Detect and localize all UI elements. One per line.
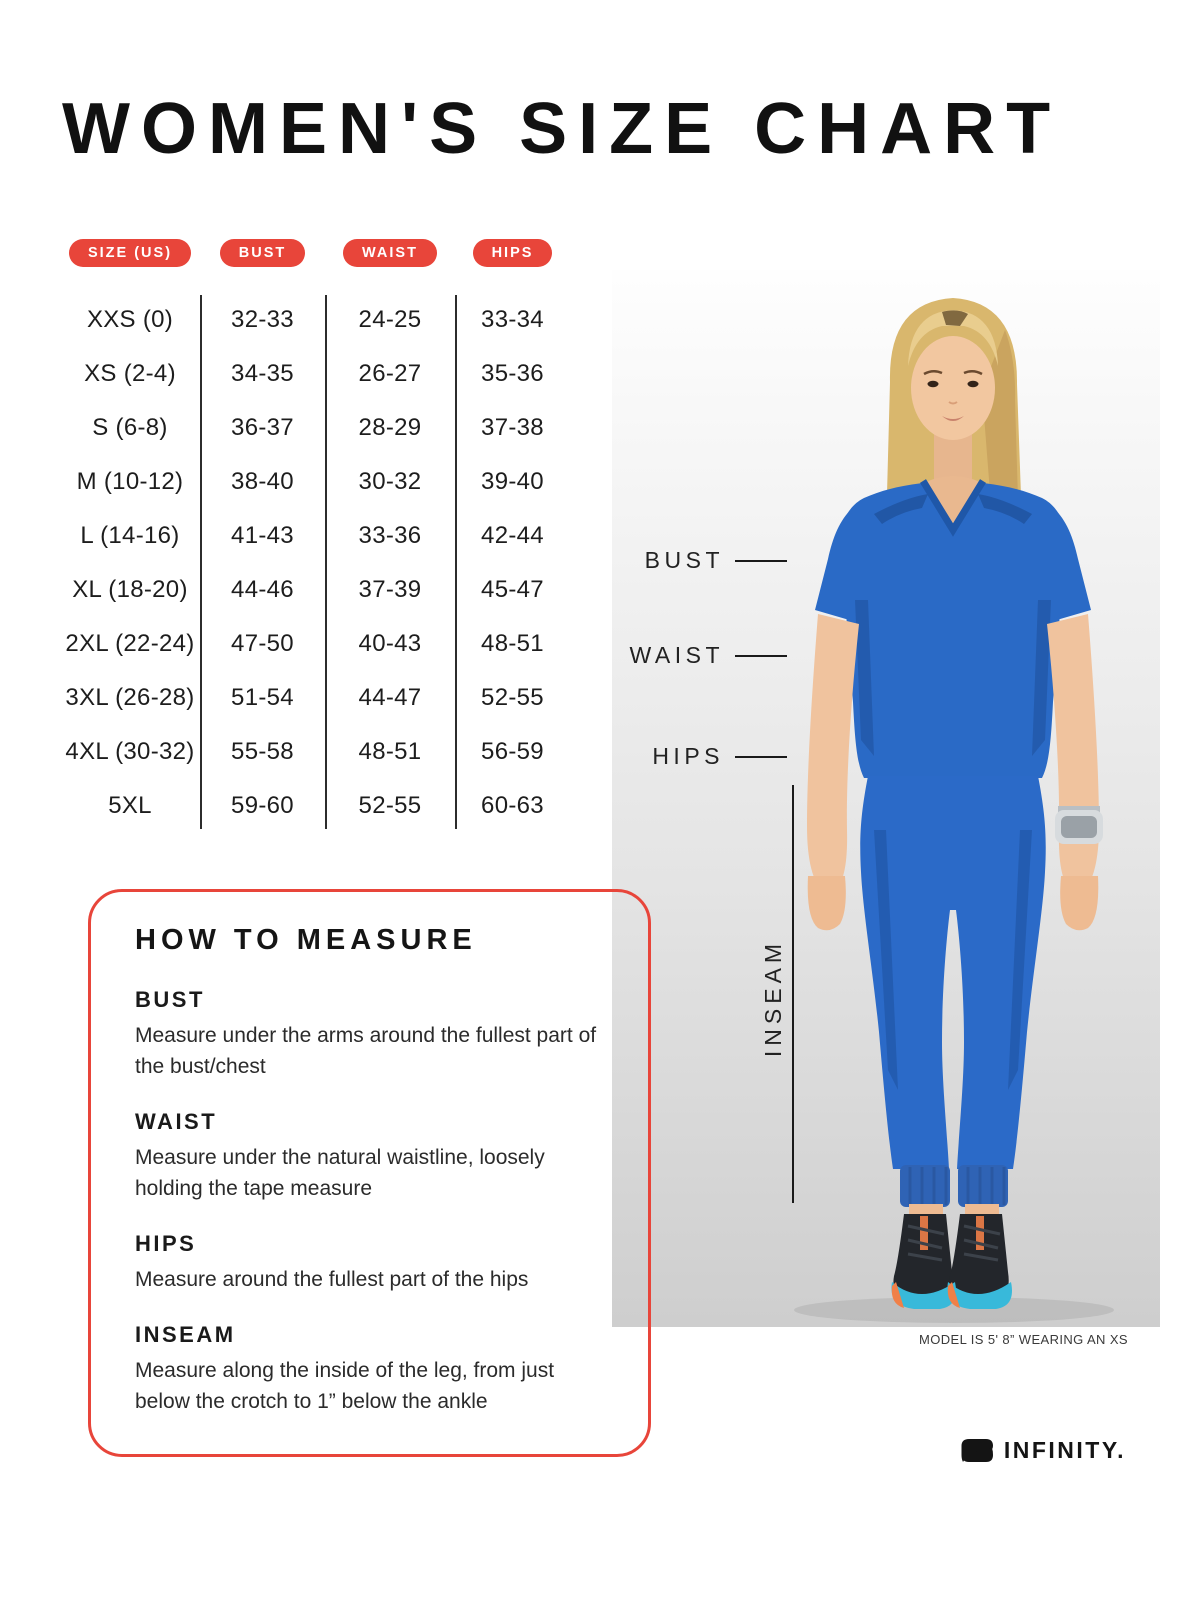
measure-section-text-waist: Measure under the natural waistline, loosely holding the tape measure [135, 1146, 545, 1200]
hips-label: HIPS [652, 743, 724, 769]
table-cell-hips: 39-40 [481, 468, 544, 495]
table-row [60, 779, 570, 833]
column-divider [325, 295, 327, 829]
size-table [60, 238, 570, 833]
table-cell-waist: 30-32 [358, 468, 422, 495]
column-divider [200, 295, 202, 829]
pant-cuffs [900, 1165, 1008, 1207]
table-cell-size: S (6-8) [92, 414, 168, 441]
table-cell-bust: 47-50 [231, 630, 294, 657]
table-cell-size: XXS (0) [86, 306, 174, 333]
measure-section-text-hips: Measure around the fullest part of the hips [135, 1268, 529, 1291]
column-divider [455, 295, 457, 829]
inseam-label-wrap [713, 938, 833, 1058]
table-row [60, 725, 570, 779]
how-to-measure-title: HOW TO MEASURE [135, 924, 477, 956]
table-cell-bust: 38-40 [231, 468, 294, 495]
table-cell-size: XS (2-4) [84, 360, 176, 387]
model-photo [612, 270, 1160, 1327]
table-cell-bust: 44-46 [231, 576, 294, 603]
table-cell-size: 5XL [108, 792, 152, 819]
table-row [60, 509, 570, 563]
bust-pointer-line [735, 560, 787, 562]
sneakers [891, 1214, 1012, 1309]
measure-section-label-inseam: INSEAM [135, 1322, 236, 1347]
table-cell-size: M (10-12) [76, 468, 184, 495]
table-cell-hips: 45-47 [481, 576, 544, 603]
table-cell-bust: 51-54 [231, 684, 294, 711]
table-cell-waist: 37-39 [358, 576, 422, 603]
waist-pointer-line [735, 655, 787, 657]
model-hand [808, 876, 846, 930]
model-illustration [612, 270, 1160, 1327]
table-row [60, 401, 570, 455]
table-cell-waist: 33-36 [358, 522, 422, 549]
inseam-label: INSEAM [759, 938, 786, 1058]
bust-label: BUST [644, 547, 724, 573]
table-row [60, 293, 570, 347]
measure-section-label-waist: WAIST [135, 1109, 218, 1134]
table-cell-waist: 52-55 [358, 792, 422, 819]
table-cell-size: 3XL (26-28) [65, 684, 195, 711]
table-row [60, 671, 570, 725]
table-cell-hips: 52-55 [481, 684, 544, 711]
size-table-header-row [60, 238, 570, 268]
table-cell-waist: 48-51 [358, 738, 422, 765]
table-row [60, 455, 570, 509]
table-cell-hips: 35-36 [481, 360, 544, 387]
waist-pointer [537, 642, 787, 669]
header-pill-size: SIZE (US) [69, 239, 191, 268]
size-table-rows [60, 293, 570, 833]
bust-pointer [537, 547, 787, 574]
table-cell-waist: 24-25 [358, 306, 422, 333]
measure-section-text-bust: Measure under the arms around the fullest part of the bust/chest [135, 1024, 597, 1078]
table-cell-waist: 26-27 [358, 360, 422, 387]
table-cell-hips: 56-59 [481, 738, 544, 765]
table-cell-size: 2XL (22-24) [65, 630, 195, 657]
table-cell-bust: 32-33 [231, 306, 294, 333]
smartwatch-icon [1055, 806, 1103, 844]
brand-logo [961, 1437, 1126, 1464]
table-row [60, 617, 570, 671]
table-cell-hips: 42-44 [481, 522, 544, 549]
model-caption: MODEL IS 5' 8” WEARING AN XS [919, 1332, 1128, 1347]
header-pill-hips: HIPS [473, 239, 553, 268]
table-cell-hips: 48-51 [481, 630, 544, 657]
table-cell-bust: 36-37 [231, 414, 294, 441]
page-title: WOMEN'S SIZE CHART [62, 89, 1062, 169]
measure-section-label-hips: HIPS [135, 1231, 197, 1256]
table-cell-hips: 60-63 [481, 792, 544, 819]
table-cell-size: XL (18-20) [72, 576, 188, 603]
table-row [60, 563, 570, 617]
table-cell-hips: 37-38 [481, 414, 544, 441]
table-cell-hips: 33-34 [481, 306, 544, 333]
table-cell-waist: 40-43 [358, 630, 422, 657]
table-cell-size: 4XL (30-32) [65, 738, 195, 765]
brand-wordmark: INFINITY. [1003, 1437, 1126, 1463]
table-cell-bust: 59-60 [231, 792, 294, 819]
table-row [60, 347, 570, 401]
model-face [911, 336, 995, 440]
how-to-measure-box [88, 889, 651, 1457]
infinity-logo-icon [961, 1438, 994, 1463]
measure-section-label-bust: BUST [135, 987, 205, 1012]
table-cell-waist: 44-47 [358, 684, 422, 711]
measure-section-text-inseam: Measure along the inside of the leg, from just below the crotch to 1” below the ankle [135, 1359, 555, 1413]
table-cell-bust: 41-43 [231, 522, 294, 549]
hips-pointer [537, 743, 787, 770]
table-cell-bust: 55-58 [231, 738, 294, 765]
table-cell-bust: 34-35 [231, 360, 294, 387]
model-hand [1060, 876, 1098, 930]
table-cell-waist: 28-29 [358, 414, 422, 441]
hips-pointer-line [735, 756, 787, 758]
table-cell-size: L (14-16) [80, 522, 180, 549]
header-pill-bust: BUST [220, 239, 305, 268]
waist-label: WAIST [629, 642, 724, 668]
header-pill-waist: WAIST [343, 239, 437, 268]
